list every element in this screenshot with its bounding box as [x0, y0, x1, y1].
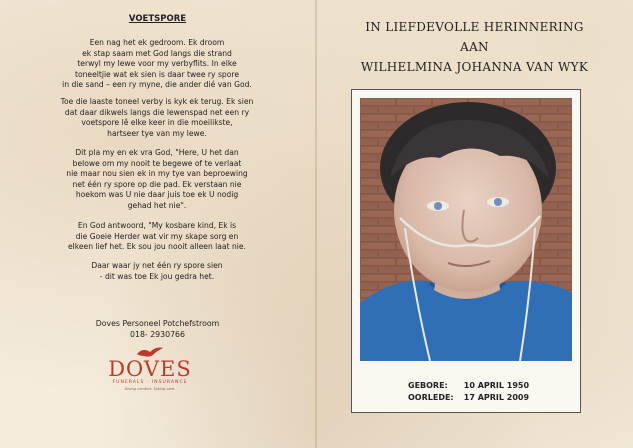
death-date-row	[408, 393, 588, 402]
poem-title: VOETSPORE	[128, 14, 187, 24]
memorial-heading: IN LIEFDEVOLLE HERINNERING	[365, 20, 584, 34]
logo-tagline: Giving comfort. Taking care.	[124, 387, 176, 391]
poem-stanza-1: Een nag het ek gedroom. Ek droom ek stap saam met God langs die strand terwyl my lewe voor my verbyflits. In elke toneeltjie wat ek sien is daar twee ry spore in die sand – een ry myne, die ander dié van God.	[62, 38, 252, 90]
birth-label: GEBORE:	[408, 381, 448, 390]
doves-logo	[88, 345, 212, 395]
birth-date-row	[408, 381, 588, 390]
deceased-name: WILHELMINA JOHANNA VAN WYK	[360, 60, 589, 74]
poem-stanza-5: Daar waar jy net één ry spore sien - dit was toe Ek jou gedra het.	[91, 261, 223, 281]
memorial-aan: AAN	[460, 40, 489, 54]
company-name: Doves Personeel Potchefstroom	[95, 319, 220, 328]
poem-stanza-3: Dit pla my en ek vra God, "Here, U het dan belowe om my nooit te begewe of te verlaat nie maar nou sien ek in my tye van beproewing net één ry spore op die pad. Ek verstaan nie hoekom was U nie daar juis toe ek U nodig gehad het nie".	[66, 148, 248, 210]
poem-stanza-4: En God antwoord, "My kosbare kind, Ek is die Goeie Herder wat vir my skape sorg en elkeen lief het. Ek sou jou nooit alleen laat nie.	[67, 221, 247, 252]
poem-stanza-2: Toe die laaste toneel verby is kyk ek terug. Ek sien dat daar dikwels langs die lewenspad net een ry voetspore lê elke keer in die moeilikste, hartseer tye van my lewe.	[60, 97, 254, 138]
memorial-panel	[316, 0, 633, 448]
photo-frame	[351, 89, 581, 413]
logo-subtitle: FUNERALS · INSURANCE	[112, 380, 188, 385]
death-date: 17 APRIL 2009	[463, 393, 530, 402]
company-phone: 018- 2930766	[130, 330, 185, 339]
portrait-photo	[360, 98, 572, 361]
death-label: OORLEDE:	[408, 393, 454, 402]
company-info	[0, 318, 315, 340]
logo-name: DOVES	[108, 357, 192, 381]
birth-date: 10 APRIL 1950	[463, 381, 530, 390]
poem-panel	[0, 0, 315, 448]
